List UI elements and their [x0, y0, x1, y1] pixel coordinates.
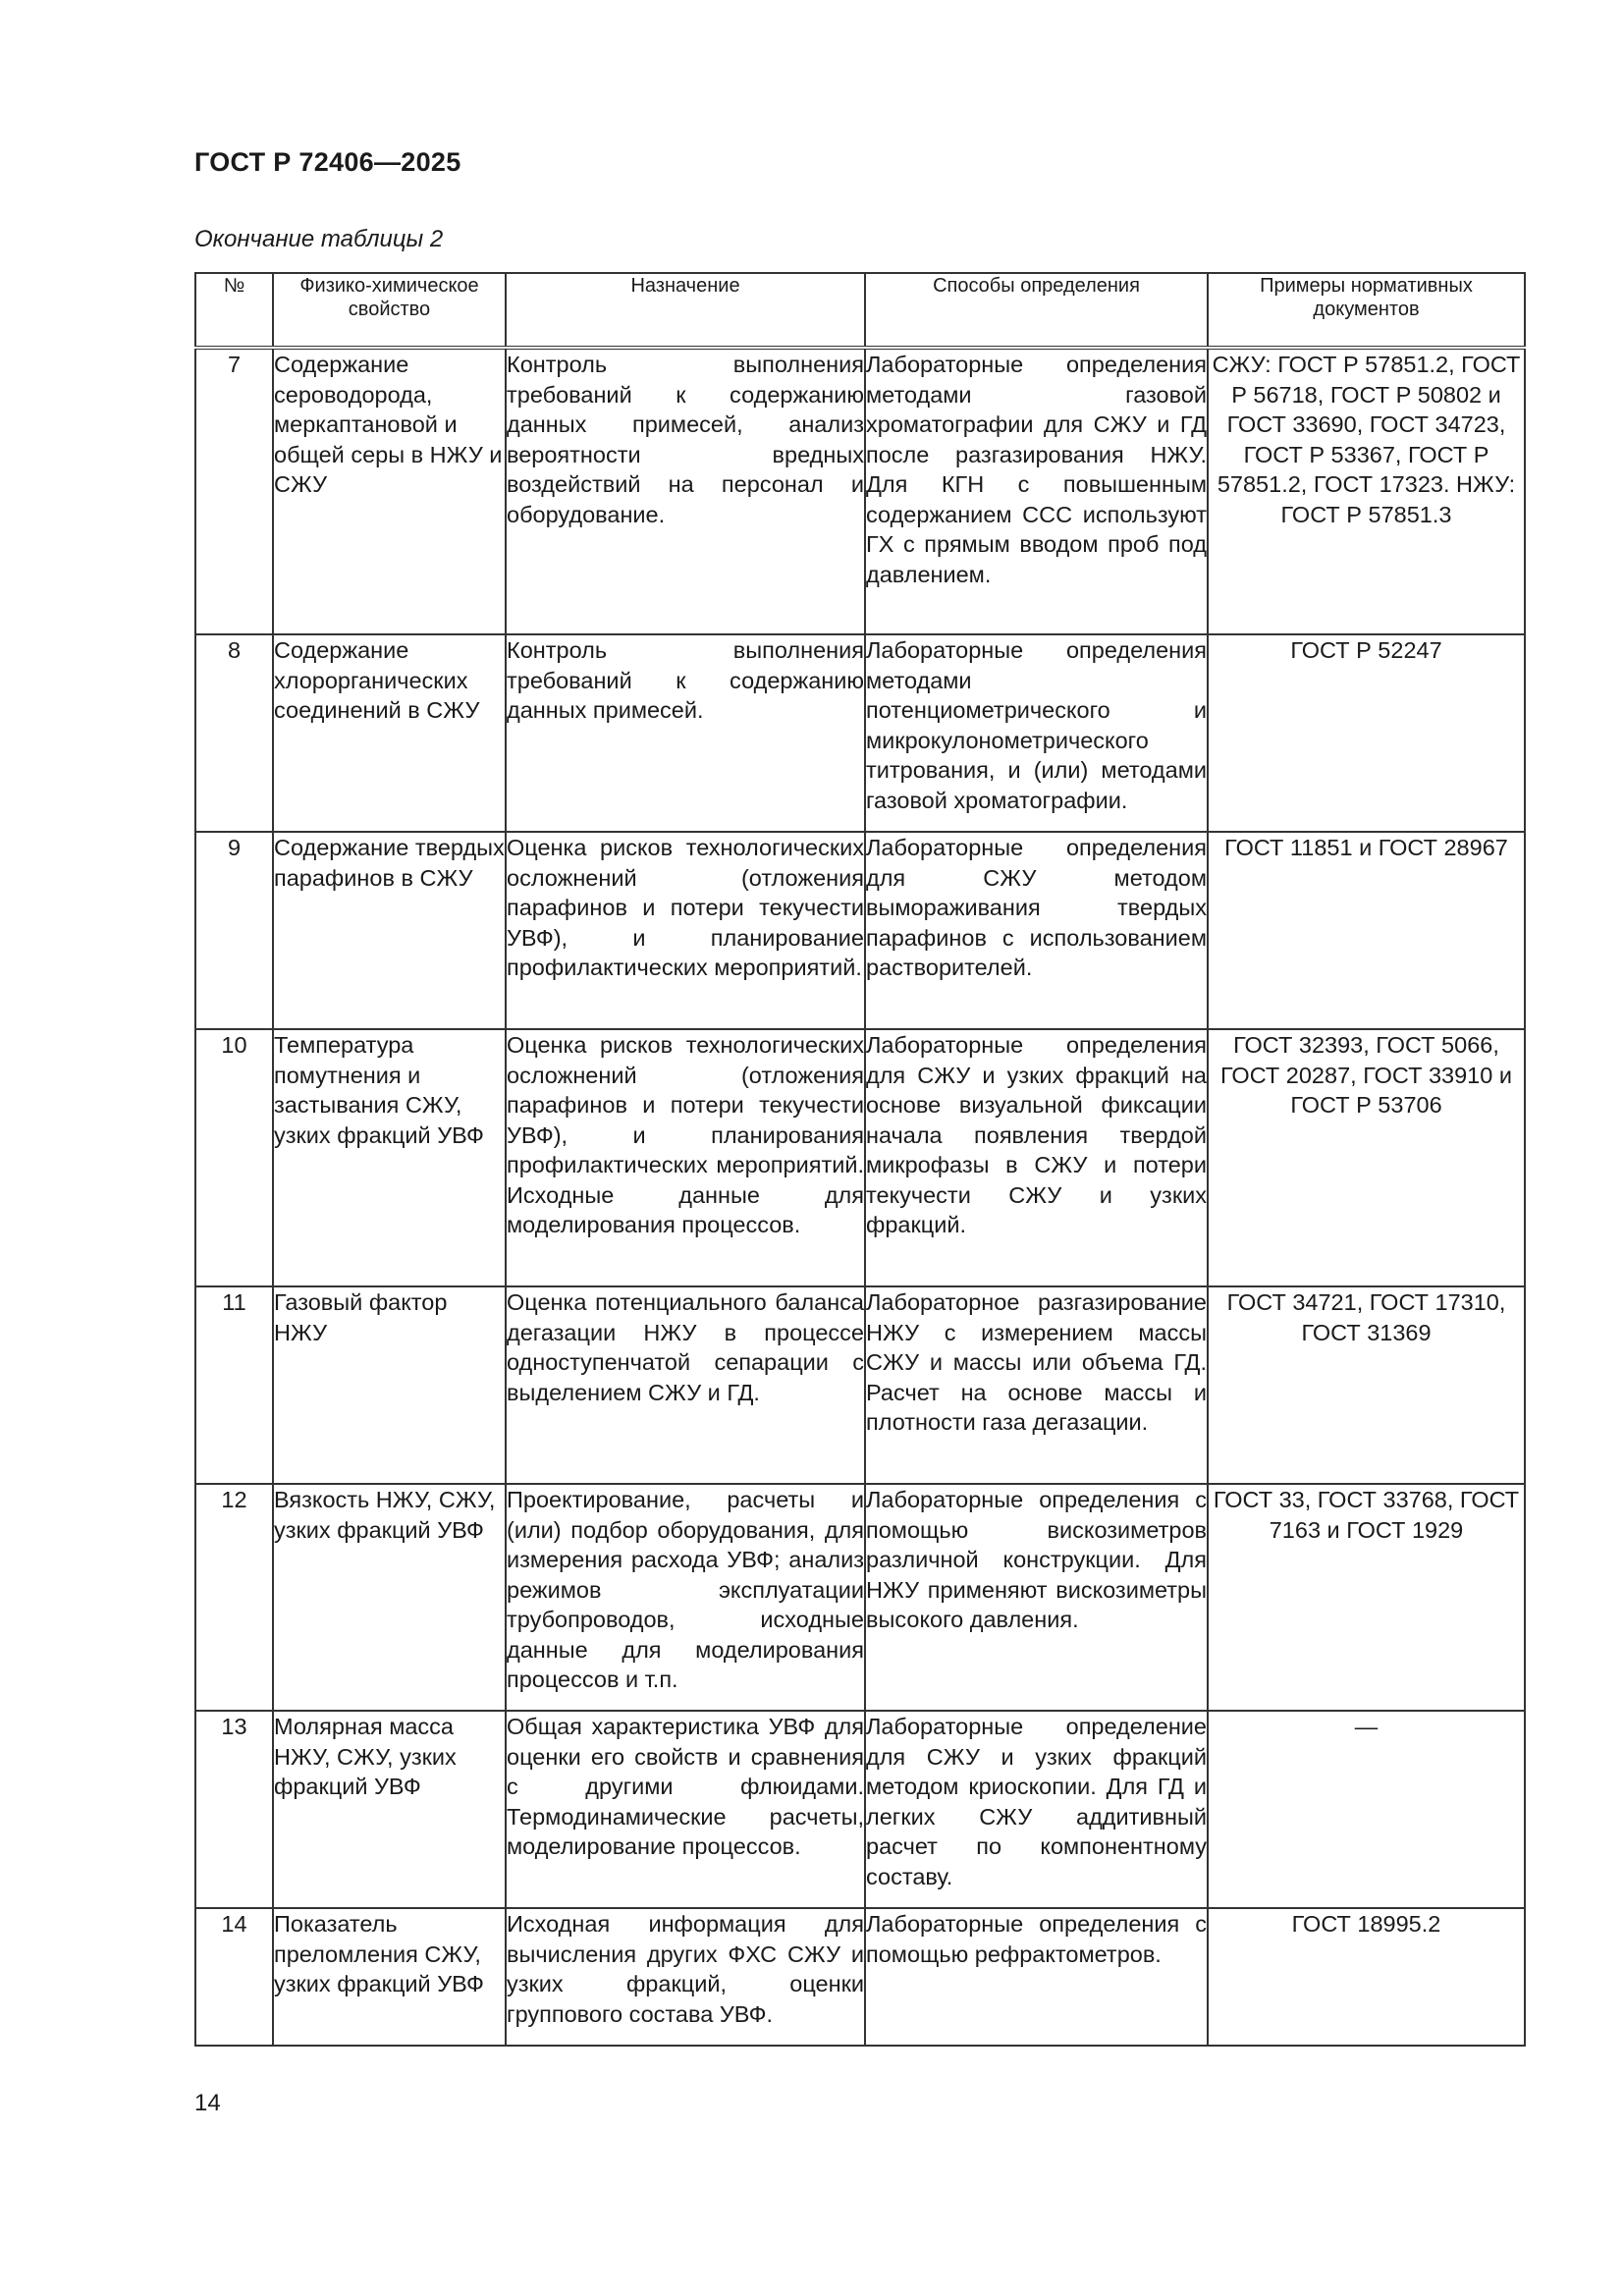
row-number: 7 [195, 348, 273, 634]
table-row [195, 1484, 1525, 1711]
column-header-methods: Способы определения [865, 273, 1208, 348]
row-methods: Лабораторные определения методами газовой хроматографии для СЖУ и ГД после разгазирования НЖУ. Для КГН с повышенным содержанием ССС используют ГХ с прямым вводом проб под давлением. [865, 348, 1208, 634]
row-purpose: Контроль выполнения требований к содержанию данных примесей, анализ вероятности вредных воздействий на персонал и оборудование. [506, 348, 865, 634]
row-property: Содержание хлорорганических соединений в СЖУ [273, 634, 506, 832]
row-methods: Лабораторные определения с помощью вискозиметров различной конструкции. Для НЖУ применяют вискозиметры высокого давления. [865, 1484, 1208, 1711]
table-row [195, 832, 1525, 1029]
row-docs: ГОСТ Р 52247 [1208, 634, 1525, 832]
row-docs: ГОСТ 18995.2 [1208, 1908, 1525, 2046]
row-property: Молярная масса НЖУ, СЖУ, узких фракций УВФ [273, 1711, 506, 1908]
row-methods: Лабораторное разгазирование НЖУ с измерением массы СЖУ и массы или объема ГД. Расчет на основе массы и плотности газа дегазации. [865, 1286, 1208, 1484]
row-number: 9 [195, 832, 273, 1029]
properties-table [194, 272, 1526, 2047]
row-number: 10 [195, 1029, 273, 1286]
table-row [195, 348, 1525, 634]
column-header-docs: Примеры нормативных документов [1208, 273, 1525, 348]
row-purpose: Оценка потенциального баланса дегазации НЖУ в процессе одноступенчатой сепарации с выделением СЖУ и ГД. [506, 1286, 865, 1484]
row-purpose: Оценка рисков технологических осложнений (отложения парафинов и потери текучести УВФ), и планирование профилактических мероприятий. [506, 832, 865, 1029]
row-purpose: Общая характеристика УВФ для оценки его свойств и сравнения с другими флюидами. Термодинамические расчеты, моделирование процессов. [506, 1711, 865, 1908]
row-methods: Лабораторные определения методами потенциометрического и микрокулонометрического титрования, и (или) методами газовой хроматографии. [865, 634, 1208, 832]
row-purpose: Исходная информация для вычисления других ФХС СЖУ и узких фракций, оценки группового состава УВФ. [506, 1908, 865, 2046]
table-row [195, 634, 1525, 832]
row-purpose: Контроль выполнения требований к содержанию данных примесей. [506, 634, 865, 832]
row-number: 12 [195, 1484, 273, 1711]
table-caption: Окончание таблицы 2 [194, 226, 444, 252]
row-number: 11 [195, 1286, 273, 1484]
row-purpose: Проектирование, расчеты и (или) подбор оборудования, для измерения расхода УВФ; анализ режимов эксплуатации трубопроводов, исходные данные для моделирования процессов и т.п. [506, 1484, 865, 1711]
row-property: Вязкость НЖУ, СЖУ, узких фракций УВФ [273, 1484, 506, 1711]
row-docs: ГОСТ 11851 и ГОСТ 28967 [1208, 832, 1525, 1029]
table-row [195, 1286, 1525, 1484]
table-row [195, 1711, 1525, 1908]
row-docs: СЖУ: ГОСТ Р 57851.2, ГОСТ Р 56718, ГОСТ Р 50802 и ГОСТ 33690, ГОСТ 34723, ГОСТ Р 53367, ГОСТ Р 57851.2, ГОСТ 17323. НЖУ: ГОСТ Р 57851.3 [1208, 348, 1525, 634]
row-methods: Лабораторные определение для СЖУ и узких фракций методом криоскопии. Для ГД и легких СЖУ аддитивный расчет по компонентному составу. [865, 1711, 1208, 1908]
row-property: Температура помутнения и застывания СЖУ, узких фракций УВФ [273, 1029, 506, 1286]
table-header-row [195, 273, 1525, 348]
row-docs: ГОСТ 34721, ГОСТ 17310, ГОСТ 31369 [1208, 1286, 1525, 1484]
row-purpose: Оценка рисков технологических осложнений (отложения парафинов и потери текучести УВФ), и планирования профилактических мероприятий. Исходные данные для моделирования процессов. [506, 1029, 865, 1286]
table-row [195, 1029, 1525, 1286]
row-number: 8 [195, 634, 273, 832]
document-header: ГОСТ Р 72406—2025 [194, 147, 461, 177]
row-docs: ГОСТ 32393, ГОСТ 5066, ГОСТ 20287, ГОСТ 33910 и ГОСТ Р 53706 [1208, 1029, 1525, 1286]
row-property: Газовый фактор НЖУ [273, 1286, 506, 1484]
row-property: Показатель преломления СЖУ, узких фракций УВФ [273, 1908, 506, 2046]
column-header-purpose: Назначение [506, 273, 865, 348]
page-number: 14 [194, 2090, 221, 2116]
row-methods: Лабораторные определения с помощью рефрактометров. [865, 1908, 1208, 2046]
row-property: Содержание твердых парафинов в СЖУ [273, 832, 506, 1029]
row-docs: ГОСТ 33, ГОСТ 33768, ГОСТ 7163 и ГОСТ 1929 [1208, 1484, 1525, 1711]
table-row [195, 1908, 1525, 2046]
column-header-number: № [195, 273, 273, 348]
row-methods: Лабораторные определения для СЖУ методом вымораживания твердых парафинов с использованием растворителей. [865, 832, 1208, 1029]
row-number: 13 [195, 1711, 273, 1908]
row-methods: Лабораторные определения для СЖУ и узких фракций на основе визуальной фиксации начала появления твердой микрофазы в СЖУ и потери текучести СЖУ и узких фракций. [865, 1029, 1208, 1286]
row-docs: — [1208, 1711, 1525, 1908]
row-property: Содержание сероводорода, меркаптановой и общей серы в НЖУ и СЖУ [273, 348, 506, 634]
column-header-property: Физико-химическое свойство [273, 273, 506, 348]
row-number: 14 [195, 1908, 273, 2046]
